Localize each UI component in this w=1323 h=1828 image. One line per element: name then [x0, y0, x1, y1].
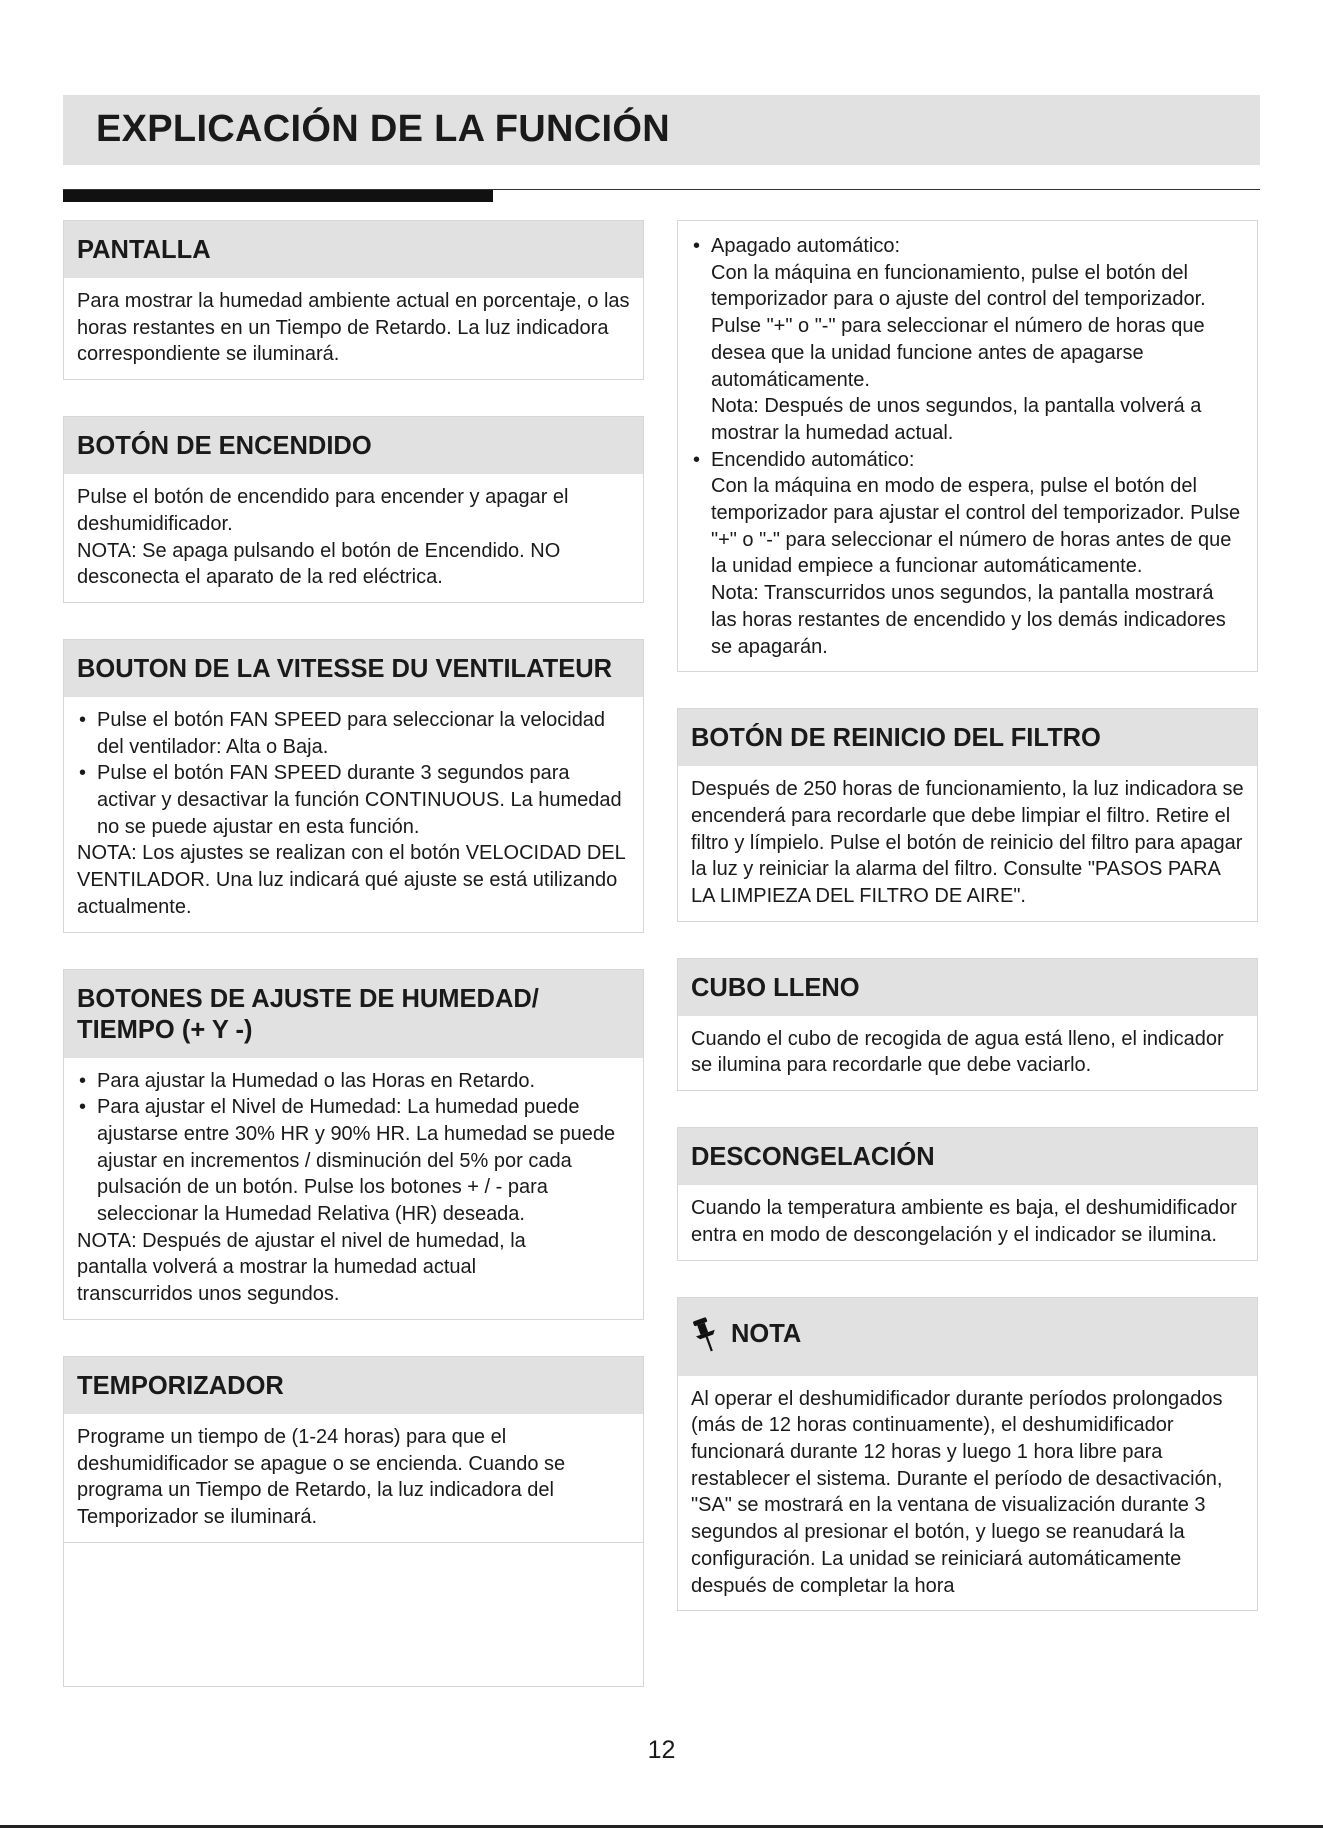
bullet-list: [691, 233, 1244, 660]
section-auto-encendido-apagado: [677, 220, 1258, 672]
section-cubo-lleno: [677, 958, 1258, 1091]
section-nota: [677, 1297, 1258, 1612]
bullet-list: [77, 1068, 630, 1228]
section-heading: BOTÓN DE ENCENDIDO: [64, 417, 643, 474]
bullet-text: Con la máquina en modo de espera, pulse el botón del temporizador para ajustar el control del temporizador. Pulse "+" o "-" para seleccionar el número de horas antes de que la unidad empiece a funcionar automáticamente.: [711, 475, 1241, 578]
page-title: EXPLICACIÓN DE LA FUNCIÓN: [96, 108, 670, 150]
section-heading: DESCONGELACIÓN: [678, 1128, 1257, 1185]
section-body: [678, 766, 1257, 921]
title-bar: [63, 95, 1260, 165]
section-heading: CUBO LLENO: [678, 959, 1257, 1016]
section-heading: BOUTON DE LA VITESSE DU VENTILATEUR: [64, 640, 643, 697]
section-ajuste-humedad: [63, 969, 644, 1320]
list-item: • Para ajustar la Humedad o las Horas en Retardo.: [77, 1068, 630, 1095]
section-text: Cuando la temperatura ambiente es baja, el deshumidificador entra en modo de descongelación y el indicador se ilumina.: [691, 1197, 1237, 1246]
nota-heading: [678, 1298, 1257, 1376]
list-item: • Pulse el botón FAN SPEED para seleccionar la velocidad del ventilador: Alta o Baja.: [77, 707, 630, 760]
pushpin-icon: [691, 1316, 721, 1354]
section-note: NOTA: Se apaga pulsando el botón de Encendido. NO desconecta el aparato de la red eléctrica.: [77, 539, 561, 589]
bullet-note: Nota: Transcurridos unos segundos, la pantalla mostrará las horas restantes de encendido y los demás indicadores se apagarán.: [711, 582, 1226, 658]
section-heading: PANTALLA: [64, 221, 643, 278]
list-item: [691, 233, 1244, 447]
section-body: [678, 1016, 1257, 1090]
section-note: NOTA: Después de ajustar el nivel de humedad, la pantalla volverá a mostrar la humedad actual transcurridos unos segundos.: [77, 1229, 526, 1306]
section-text: Programe un tiempo de (1-24 horas) para que el deshumidificador se apague o se encienda. Cuando se programa un Tiempo de Retardo, la luz indicadora del Temporizador se iluminará.: [77, 1425, 566, 1528]
section-note: NOTA: Los ajustes se realizan con el botón VELOCIDAD DEL VENTILADOR. Una luz indicará qué ajuste se está utilizando actualmente.: [77, 842, 626, 918]
nota-heading-label: NOTA: [731, 1320, 802, 1349]
section-heading: BOTÓN DE REINICIO DEL FILTRO: [678, 709, 1257, 766]
section-body: [64, 278, 643, 379]
list-item: • Pulse el botón FAN SPEED durante 3 segundos para activar y desactivar la función CONTINUOUS. La humedad no se puede ajustar en esta función.: [77, 760, 630, 840]
bullet-label: • Apagado automático:: [711, 235, 901, 257]
page-number: 12: [647, 1736, 676, 1764]
section-boton-encendido: [63, 416, 644, 603]
section-body: [678, 1376, 1257, 1611]
section-temporizador: [63, 1356, 644, 1687]
section-body: [64, 474, 643, 602]
section-text: Pulse el botón de encendido para encender y apagar el deshumidificador.: [77, 486, 569, 535]
blank-area: [64, 1543, 643, 1686]
bullet-text: Con la máquina en funcionamiento, pulse el botón del temporizador para o ajuste del control del temporizador. Pulse "+" o "-" para seleccionar el número de horas que desea que la unidad funcione antes de apagarse automáticamente.: [711, 261, 1206, 391]
section-reinicio-filtro: [677, 708, 1258, 922]
list-item: • Para ajustar el Nivel de Humedad: La humedad puede ajustarse entre 30% HR y 90% HR. La humedad se puede ajustar en incrementos / disminución del 5% por cada pulsación de un botón. Pulse los botones + / - para seleccionar la Humedad Relativa (HR) deseada.: [77, 1094, 630, 1228]
section-text: Al operar el deshumidificador durante períodos prolongados (más de 12 horas continuamente), el deshumidificador funcionará durante 12 horas y luego 1 hora libre para restablecer el sistema. Durante el período de desactivación, "SA" se mostrará en la ventana de visualización durante 3 segundos al presionar el botón, y luego se reanudará la configuración. La unidad se reiniciará automáticamente después de completar la hora: [691, 1387, 1223, 1597]
section-heading: TEMPORIZADOR: [64, 1357, 643, 1414]
bullet-label: • Encendido automático:: [711, 448, 915, 471]
section-body: [678, 1185, 1257, 1259]
section-descongelacion: [677, 1127, 1258, 1260]
section-body: [64, 1414, 643, 1543]
section-pantalla: [63, 220, 644, 380]
right-column: [677, 220, 1258, 1647]
section-body: [64, 697, 643, 932]
section-text: Después de 250 horas de funcionamiento, la luz indicadora se encenderá para recordarle que debe limpiar el filtro. Retire el filtro y límpielo. Pulse el botón de reinicio del filtro para apagar la luz y reiniciar la alarma del filtro. Consulte "PASOS PARA LA LIMPIEZA DEL FILTRO DE AIRE".: [691, 778, 1244, 908]
list-item: [691, 447, 1244, 661]
section-body: [64, 1058, 643, 1319]
section-text: Para mostrar la humedad ambiente actual en porcentaje, o las horas restantes en un Tiempo de Retardo. La luz indicadora correspondiente se iluminará.: [77, 290, 630, 366]
left-column: [63, 220, 644, 1723]
header-rule-thick: [63, 190, 493, 202]
bullet-note: Nota: Después de unos segundos, la pantalla volverá a mostrar la humedad actual.: [711, 395, 1202, 444]
bullet-list: [77, 707, 630, 841]
section-heading: BOTONES DE AJUSTE DE HUMEDAD/ TIEMPO (+ Y -): [64, 970, 643, 1058]
section-text: Cuando el cubo de recogida de agua está lleno, el indicador se ilumina para recordarle que debe vaciarlo.: [691, 1027, 1224, 1077]
section-velocidad-ventilador: [63, 639, 644, 933]
section-body: [678, 221, 1257, 671]
